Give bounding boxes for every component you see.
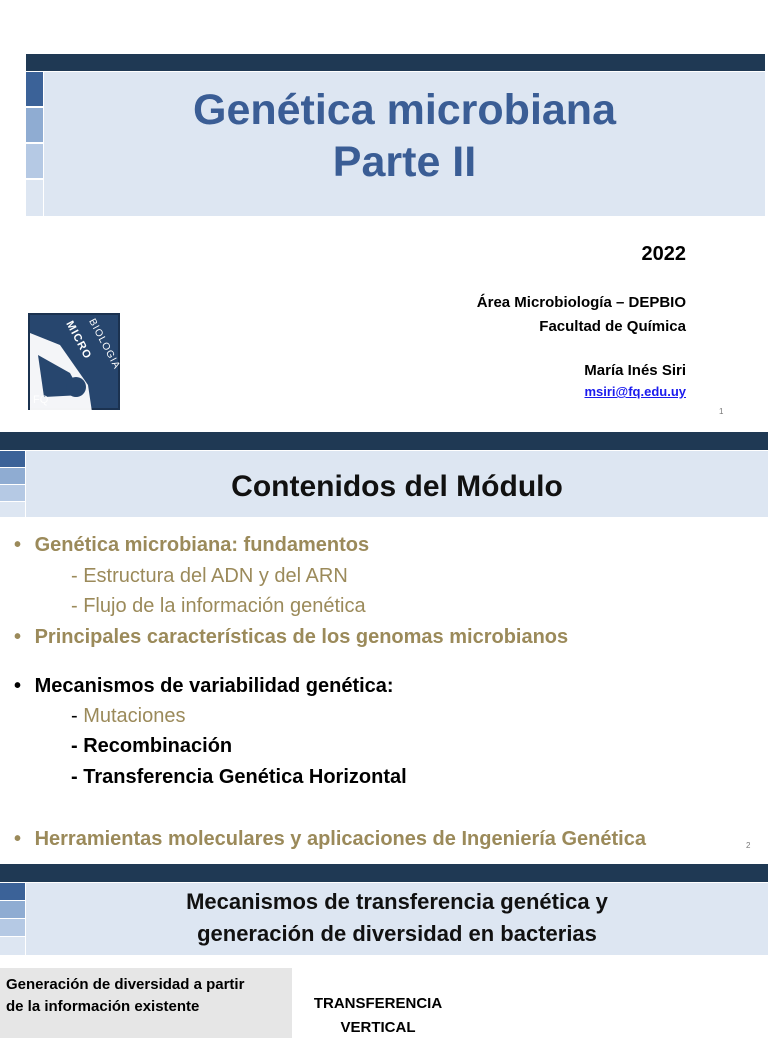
slide-1-corner-square [26,54,43,71]
bullet-item [14,626,568,649]
slide-1-side-square [26,108,43,142]
slide-2-side-square [0,502,25,517]
slide-2-title: Contenidos del Módulo [231,470,563,503]
vertical-transfer-line-2: VERTICAL [340,1019,416,1036]
diversity-box-line-1: Generación de diversidad a partir [6,976,245,993]
sub-bullet-item: - Transferencia Genética Horizontal [71,766,407,788]
diversity-box-text [6,974,290,1018]
slide-3-corner-square [0,864,26,882]
faculty-label: Facultad de Química [539,318,686,335]
author-email-link[interactable]: msiri@fq.edu.uy [584,384,686,399]
microbiologia-logo [28,313,123,410]
slide-3-side-square [0,919,25,936]
bullet-text: Genética microbiana: fundamentos [34,534,370,556]
vertical-transfer-line-1: TRANSFERENCIA [313,995,443,1012]
year: 2022 [641,243,686,265]
slide-2-top-bar [26,432,768,450]
slide-3-side-square [0,937,25,955]
sub-bullet-dash: - [71,705,84,727]
area-label: Área Microbiología – DEPBIO [476,294,686,311]
bullet-item [14,828,646,851]
slide-1-side-square [26,180,43,216]
slide-2-side-square [0,485,25,501]
diversity-box-line-2: de la información existente [6,998,200,1015]
sub-bullet-text: Mutaciones [83,705,186,727]
logo-text-micro: MICRO [63,319,94,362]
slide-2-side-square [0,468,25,484]
slide-1-top-bar [26,54,765,71]
slide-1-title-line-1: Genética microbiana [193,86,616,134]
bullet-text: Mecanismos de variabilidad genética: [34,675,394,697]
slide-1-title [44,84,765,188]
author-name: María Inés Siri [584,362,686,379]
sub-bullet-item [71,705,186,728]
slide-2-corner-square [0,432,26,450]
bullet-symbol: • [14,534,22,556]
logo-text-biologia: BIOLOGIA [86,317,123,372]
bullet-text: Herramientas moleculares y aplicaciones de Ingeniería Genética [34,828,646,850]
slide-1-side-square [26,144,43,178]
bullet-symbol: • [14,626,22,648]
bullet-symbol: • [14,828,22,850]
slide-2 [0,432,768,864]
slide-3-title-line-1: Mecanismos de transferencia genética y [186,889,608,914]
slide-3-top-bar [26,864,768,882]
slide-3-side-square [0,883,25,900]
slide-3-title [26,886,768,950]
slide-3-side-square [0,901,25,918]
sub-bullet-item: - Estructura del ADN y del ARN [71,565,348,587]
bullet-symbol: • [14,675,22,697]
bullet-item [14,534,369,557]
slide-1-side-square [26,72,43,106]
bullet-text: Principales características de los genomas microbianos [34,626,569,648]
sub-bullet-item: - Flujo de la información genética [71,595,366,617]
slide-2-side-square [0,451,25,467]
page-number: 1 [719,407,724,416]
sub-bullet-item: - Recombinación [71,735,233,757]
page-number: 2 [746,841,751,850]
logo-text-fq: FQ [33,394,49,406]
slide-3-title-line-2: generación de diversidad en bacterias [197,921,597,946]
slide-1 [0,0,768,432]
slide-3 [0,864,768,1036]
slide-1-title-line-2: Parte II [332,138,477,186]
bullet-item [14,675,394,698]
vertical-transfer-label [300,992,456,1040]
